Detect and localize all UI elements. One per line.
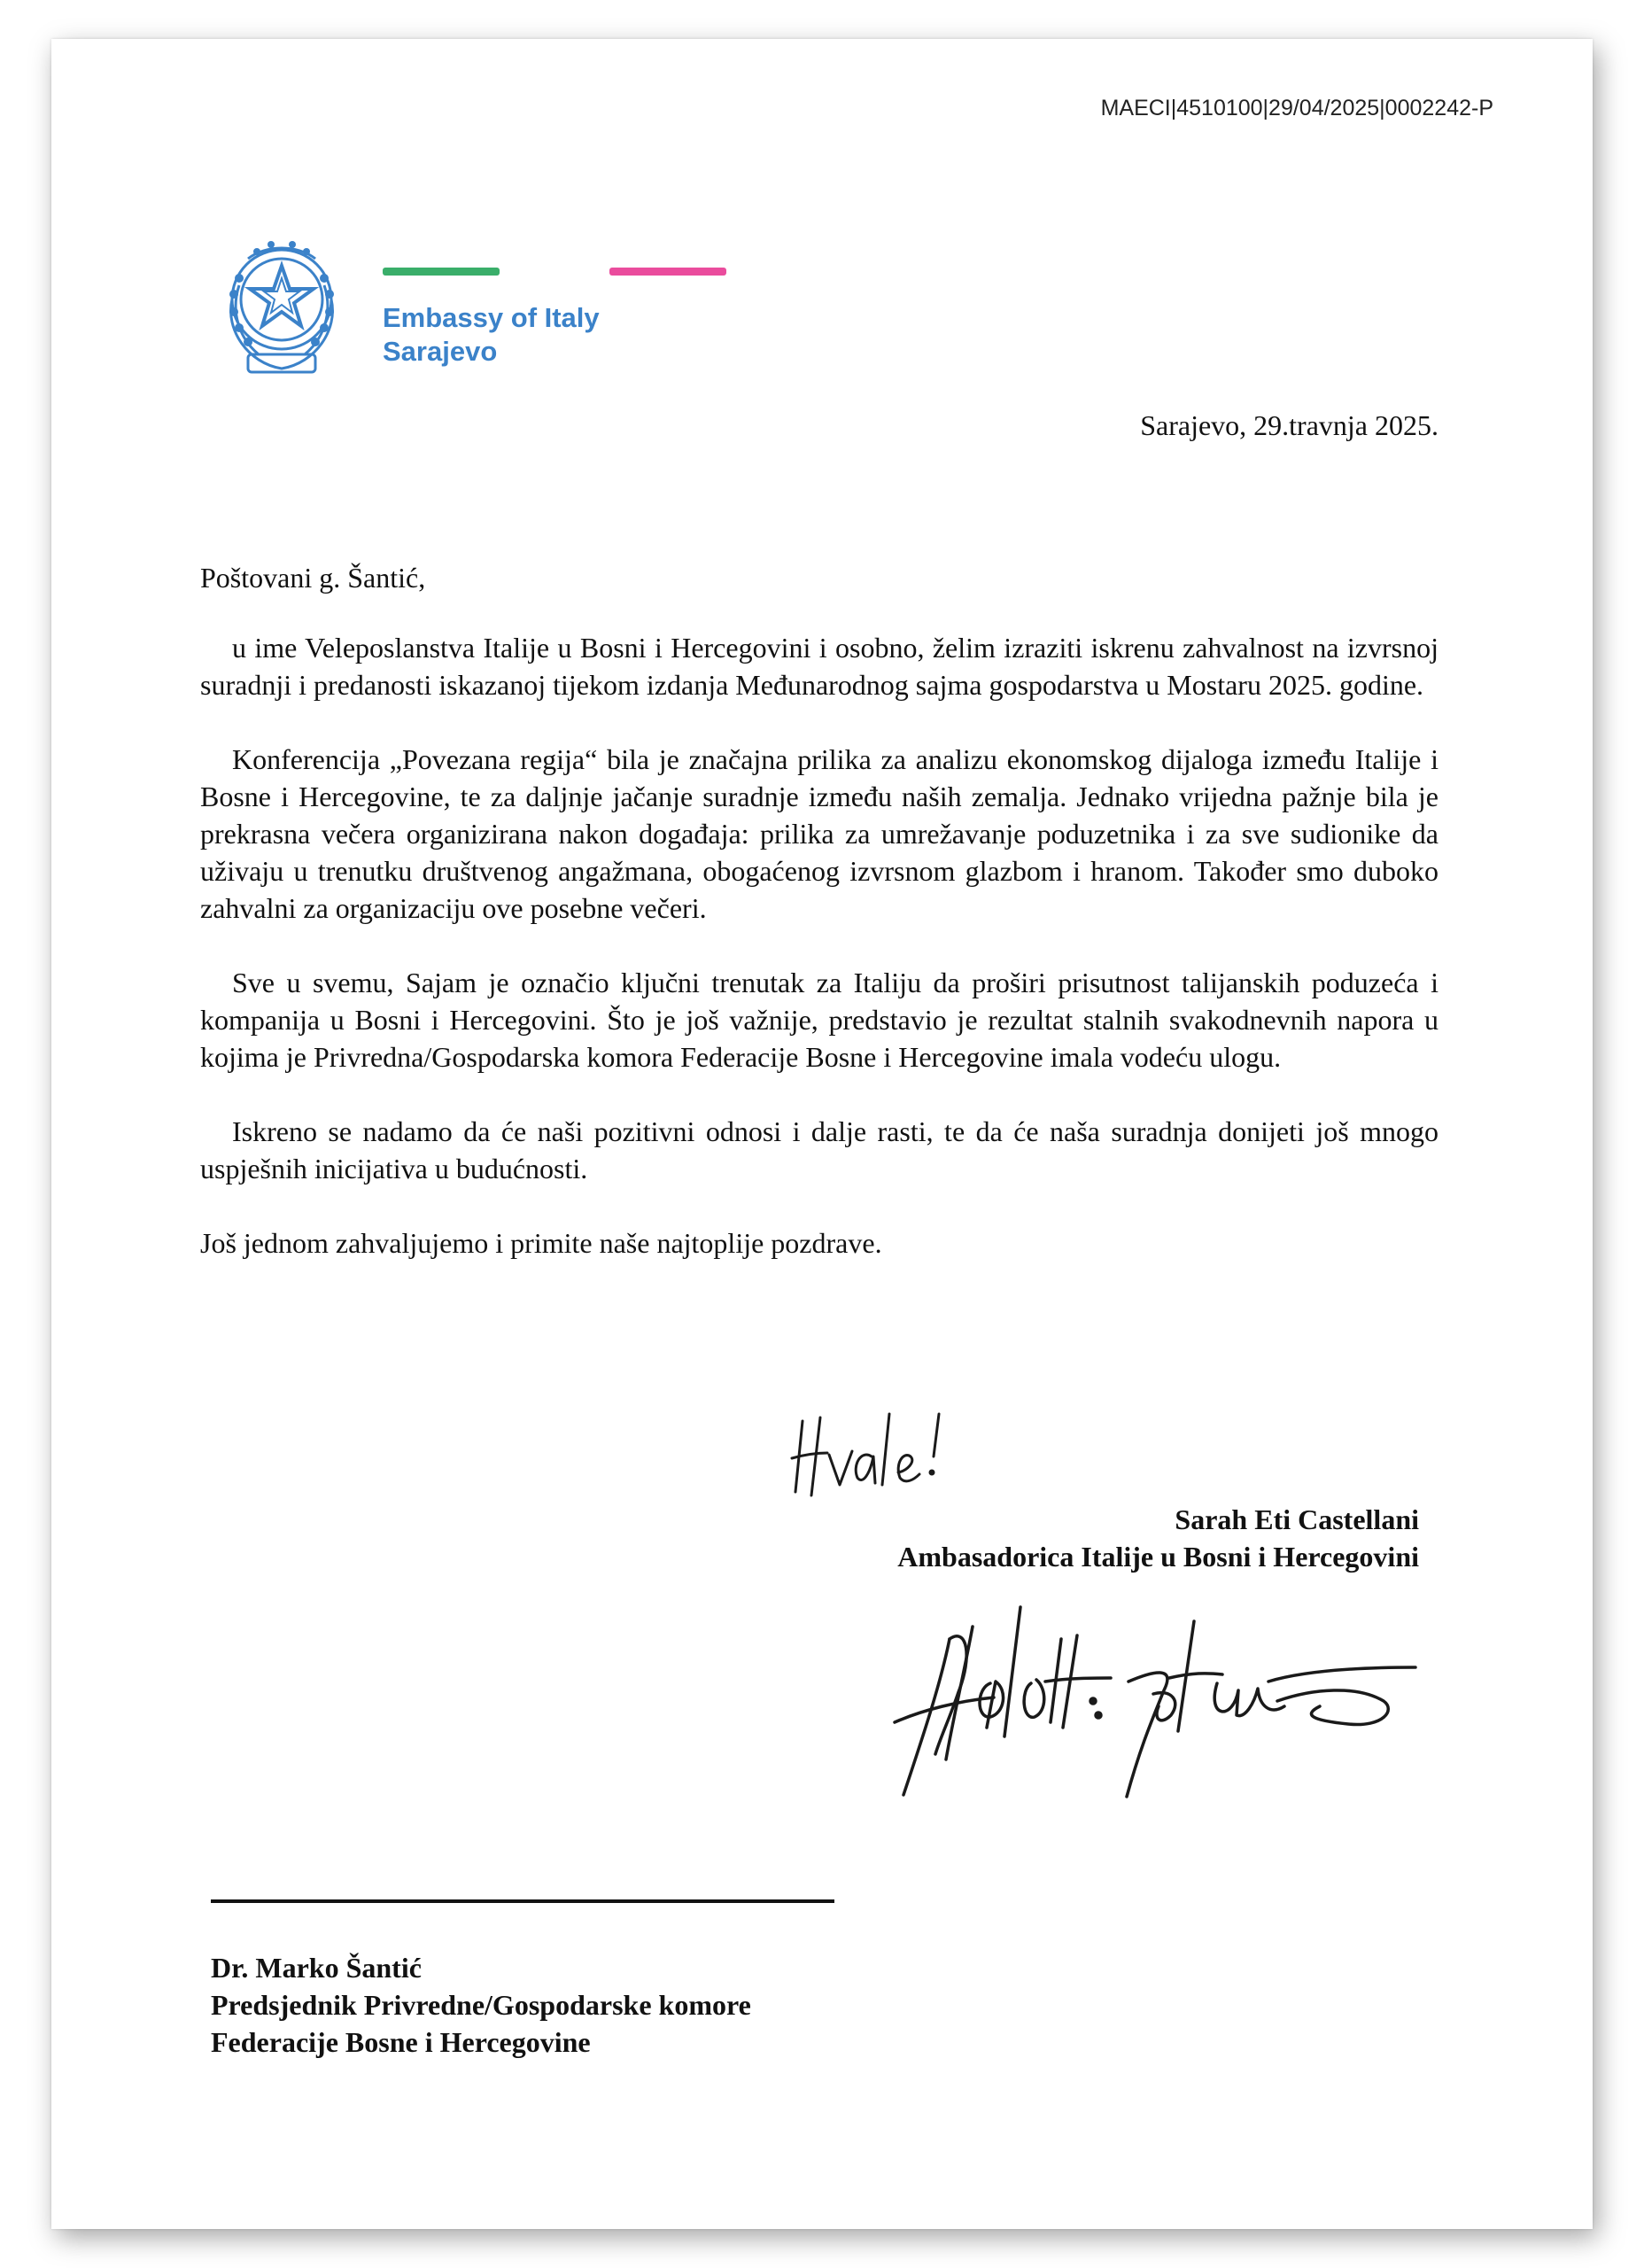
ambassador-signature [888,1586,1421,1804]
salutation: Poštovani g. Šantić, [200,562,426,594]
date-line: Sarajevo, 29.travnja 2025. [1140,409,1438,441]
letter-page [51,39,1593,2229]
sender-name: Sarah Eti Castellani [1175,1503,1419,1535]
letter-body [200,629,1438,1299]
protocol-number: MAECI|4510100|29/04/2025|0002242-P [1100,96,1493,120]
paragraph-2: Konferencija „Povezana regija“ bila je značajna prilika za analizu ekonomskog dijaloga između Italije i Bosne i Hercegovine, te za daljnje jačanje suradnje između naših zemalja. Jednako vrijedna pažnje bila je prekrasna večera organizirana nakon događaja: prilika za umrežavanje poduzetnika i za sve sudionike da uživaju u trenutku društvenog angažmana, obogaćenog izvrsnom glazbom i hranom. Također smo duboko zahvalni za organizaciju ove posebne večeri. [200,743,1438,924]
recipient-title-line2: Federacije Bosne i Hercegovine [211,2026,591,2058]
embassy-name-line2: Sarajevo [383,336,498,367]
signature-rule [211,1899,834,1903]
embassy-name [383,301,600,369]
recipient-name: Dr. Marko Šantić [211,1952,422,1984]
sender-title: Ambasadorica Italije u Bosni i Hercegovini [897,1541,1419,1573]
paragraph-4: Iskreno se nadamo da će naši pozitivni odnosi i dalje rasti, te da će naša suradnja donijeti još mnogo uspješnih inicijativa u budućnosti. [200,1115,1438,1184]
italian-republic-emblem-icon [213,232,351,379]
pink-stripe [609,268,726,276]
embassy-name-line1: Embassy of Italy [383,302,600,333]
recipient-block [211,1949,751,2061]
paragraph-1: u ime Veleposlanstva Italije u Bosni i Hercegovini i osobno, želim izraziti iskrenu zahvalnost na izvrsnoj suradnji i predanosti iskazanoj tijekom izdanja Međunarodnog sajma gospodarstva u Mostaru 2025. godine. [200,632,1438,701]
closing-line: Još jednom zahvaljujemo i primite naše najtoplije pozdrave. [200,1227,882,1259]
sender-block [897,1501,1419,1575]
green-stripe [383,268,500,276]
paragraph-3: Sve u svemu, Sajam je označio ključni trenutak za Italiju da proširi prisutnost talijanskih poduzeća i kompanija u Bosni i Hercegovini. Što je još važnije, predstavio je rezultat stalnih svakodnevnih napora u kojima je Privredna/Gospodarska komora Federacije Bosne i Hercegovine imala vodeću ulogu. [200,967,1438,1073]
recipient-title-line1: Predsjednik Privredne/Gospodarske komore [211,1989,751,2021]
handwritten-note [778,1403,955,1510]
